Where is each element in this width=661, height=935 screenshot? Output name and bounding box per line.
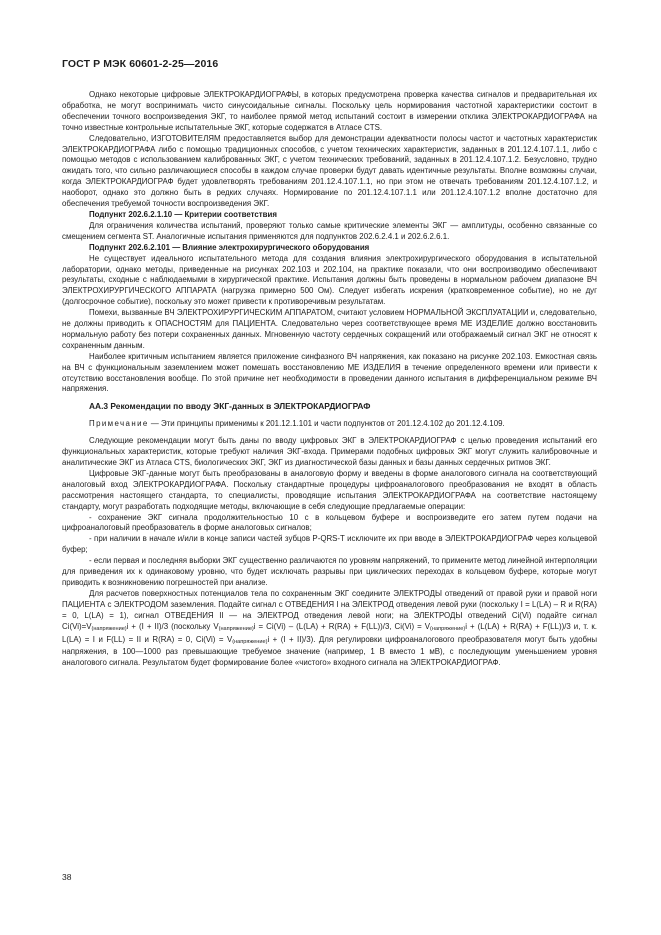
- subclause-heading: Подпункт 202.6.2.101 — Влияние электрохирургического оборудования: [89, 242, 370, 252]
- list-item: - если первая и последняя выборки ЭКГ существенно различаются по уровням напряжений, то примените метод линейной интерполяции для приведения их к одинаковому уровню, что будет исключать разрывы при циклических переходах в кольцевом буфере, которые могут приводить к возникновению погрешностей при анализе.: [62, 556, 597, 587]
- note-text: — Эти принципы применимы к 201.12.1.101 и части подпунктов от 201.12.4.102 до 201.12.4.109.: [148, 419, 505, 429]
- list-item: - при наличии в начале и/или в конце записи частей зубцов P-QRS-T исключите их при вводе в ЭЛЕКТРОКАРДИОГРАФ через кольцевой буфер;: [62, 534, 597, 555]
- note: [62, 419, 597, 430]
- paragraph: Не существует идеального испытательного метода для создания влияния электрохирургического оборудования в испытательной лаборатории, однако методы, приведенные на рисунках 202.103 и 202.104, на практике показали, что они воспроизводимо обеспечивают результаты, сходные с наблюдаемыми в хирургической практике. Испытания должны быть проведены в нормальном рабочем диапазоне ВЧ ЭЛЕКТРОХИРУРГИЧЕСКОГО АППАРАТА (нагрузка примерно 500 Ом). Следует избегать искрения (кратковременное событие), но не дуг (долгосрочное событие), поскольку это может привести к противоречивым результатам.: [62, 253, 597, 307]
- paragraph: Следующие рекомендации могут быть даны по вводу цифровых ЭКГ в ЭЛЕКТРОКАРДИОГРАФ с целью проведения испытаний его функциональных характеристик, которые требуют наличия ЭКГ-входа. Примерами подобных цифровых ЭКГ могут служить калибровочные и аналитические ЭКГ из Атласа CTS, биологических ЭКГ, ЭКГ из диагностической базы данных и базы данных сердечных ритмов ЭКГ.: [62, 436, 597, 467]
- paragraph: Однако некоторые цифровые ЭЛЕКТРОКАРДИОГРАФЫ, в которых предусмотрена проверка качества сигналов и предварительная их обработка, не могут воспринимать чисто синусоидальные сигналы. Поскольку цель нормирования частотной характеристики состоит в обеспечении точного воспроизведения ЭКГ, то наиболее прямой метод испытаний состоит в измерении отклика ЭЛЕКТРОКАРДИОГРАФА на точно известные контрольные испытательные ЭКГ, которые содержатся в Атласе CTS.: [62, 90, 597, 132]
- paragraph: Помехи, вызванные ВЧ ЭЛЕКТРОХИРУРГИЧЕСКИМ АППАРАТОМ, считают условием НОРМАЛЬНОЙ ЭКСПЛУАТАЦИИ и, следовательно, не должны приводить к ОПАСНОСТЯМ для ПАЦИЕНТА. Следовательно через соответствующее время МЕ ИЗДЕЛИЕ должно восстановить нормальную работу без потери сохраненных данных. Мгновенную частоту сердечных сокращений или отображаемый сигнал ЭКГ не относят к сохраненным данным.: [62, 308, 597, 350]
- paragraph: Для ограничения количества испытаний, проверяют только самые критические элементы ЭКГ — амплитуды, особенно связанные со смещением сегмента ST. Аналогичные испытания применяются для подпунктов 202.6.2.4.1 и 202.6.2.6.1.: [62, 220, 597, 241]
- document-body: [62, 90, 597, 669]
- subscript: (напряжение): [232, 638, 268, 645]
- list-item: - сохранение ЭКГ сигнала продолжительностью 10 с в кольцевом буфере и воспроизведите его затем путем подачи на цифроаналоговый преобразователь в форме аналоговых сигналов;: [62, 512, 597, 533]
- paragraph: Цифровые ЭКГ-данные могут быть преобразованы в аналоговую форму и введены в форме аналогового сигнала на соответствующий аналоговый вход ЭЛЕКТРОКАРДИОГРАФА. Поскольку стандартные процедуры цифроаналогового преобразования не входят в область рассмотрения настоящего стандарта, то специалисты, проводящие испытания ЭЛЕКТРОКАРДИОГРАФА на соответствие настоящему стандарту, могут разработать подходящие методы, включающие в себя следующие предлагаемые операции:: [62, 468, 597, 511]
- note-label: Примечание: [89, 419, 149, 429]
- subclause-heading: Подпункт 202.6.2.1.10 — Критерии соответствия: [89, 209, 277, 219]
- text-segment: Для расчетов поверхностных потенциалов тела по сохраненным ЭКГ соедините ЭЛЕКТРОДЫ отведений от правой руки и правой ноги ПАЦИЕНТА с ЭЛЕКТРОДОМ заземления. Подайте сигнал с ОТВЕДЕНИЯ I на ЭЛЕКТРОД отведения левой руки (поскольку I = L(LA) – R и R(RA) = 0, L(LA) = 1), сигнал ОТВЕДЕНИЯ II — на ЭЛЕКТРОД отведения левой ноги; на ЭЛЕКТРОДЫ отведений Ci(Vi) подайте сигнал Ci(Vi)=V: [62, 588, 597, 631]
- formula-paragraph: [62, 589, 597, 669]
- text-segment: i + (I + II)/3 (поскольку V: [126, 621, 219, 631]
- text-segment: i + (L(LA) + R(RA) + F(LL))/3 и, т. к. L(LA) = I и F(LL) = II и R(RA) = 0, Ci(Vi) = V: [62, 621, 597, 644]
- subscript: (напряжение): [430, 625, 466, 632]
- paragraph: Следовательно, ИЗГОТОВИТЕЛЯМ предоставляется выбор для демонстрации адекватности полосы частот и частотных характеристик ЭЛЕКТРОКАРДИОГРАФА либо с помощью традиционных способов, с учетом технических характеристик, заданных в 201.12.4.107.1.1, либо с помощью методов с использованием калиброванных ЭКГ, с учетом технических требований, заданных в 201.12.4.107.1.2. Безусловно, трудно ожидать того, что сильно различающиеся способы в каждом случае проверки будут давать идентичные результаты. Вполне возможны случаи, когда ЭЛЕКТРОКАРДИОГРАФ будет удовлетворять требованиям 201.12.4.107.1.1, но при этом не отвечать требованиям 201.12.4.107.1.2, и наоборот, однако это должно быть в редких случаях. Нормирование по 201.12.4.107.1.1 или 201.12.4.107.1.2 вполне достаточно для обеспечения требуемой точности воспроизведения ЭКГ.: [62, 133, 597, 209]
- paragraph: Наиболее критичным испытанием является приложение синфазного ВЧ напряжения, как показано на рисунке 202.103. Емкостная связь на ВЧ с функциональным заземлением может помешать восстановлению МЕ ИЗДЕЛИЯ в течение определенного времени или привести к отсутствию восстановления вообще. По этой причине нет необходимости в проведении данного испытания в дифференциальном режиме ВЧ напряжения.: [62, 351, 597, 394]
- text-segment: i = Ci(Vi) – (L(LA) + R(RA) + F(LL))/3, Ci(Vi) = V: [253, 621, 431, 631]
- subscript: (напряжение): [218, 625, 254, 632]
- text-segment: i + (I + II)/3). Для регулировки цифроаналогового преобразователя могут быть удобны напряжения, в 100—1000 раз превышающие требуемое значение (например, 1 В вместо 1 мВ), с последующим уменьшением уровня аналогового сигнала. Результатом будет формирование более «чистого» входного сигнала на ЭЛЕКТРОКАРДИОГРАФ.: [62, 634, 598, 668]
- page-number: 38: [62, 872, 72, 882]
- subscript: (напряжение): [91, 625, 127, 632]
- document-header: ГОСТ Р МЭК 60601-2-25—2016: [62, 58, 219, 70]
- section-heading: АА.3 Рекомендации по вводу ЭКГ-данных в ЭЛЕКТРОКАРДИОГРАФ: [89, 401, 371, 412]
